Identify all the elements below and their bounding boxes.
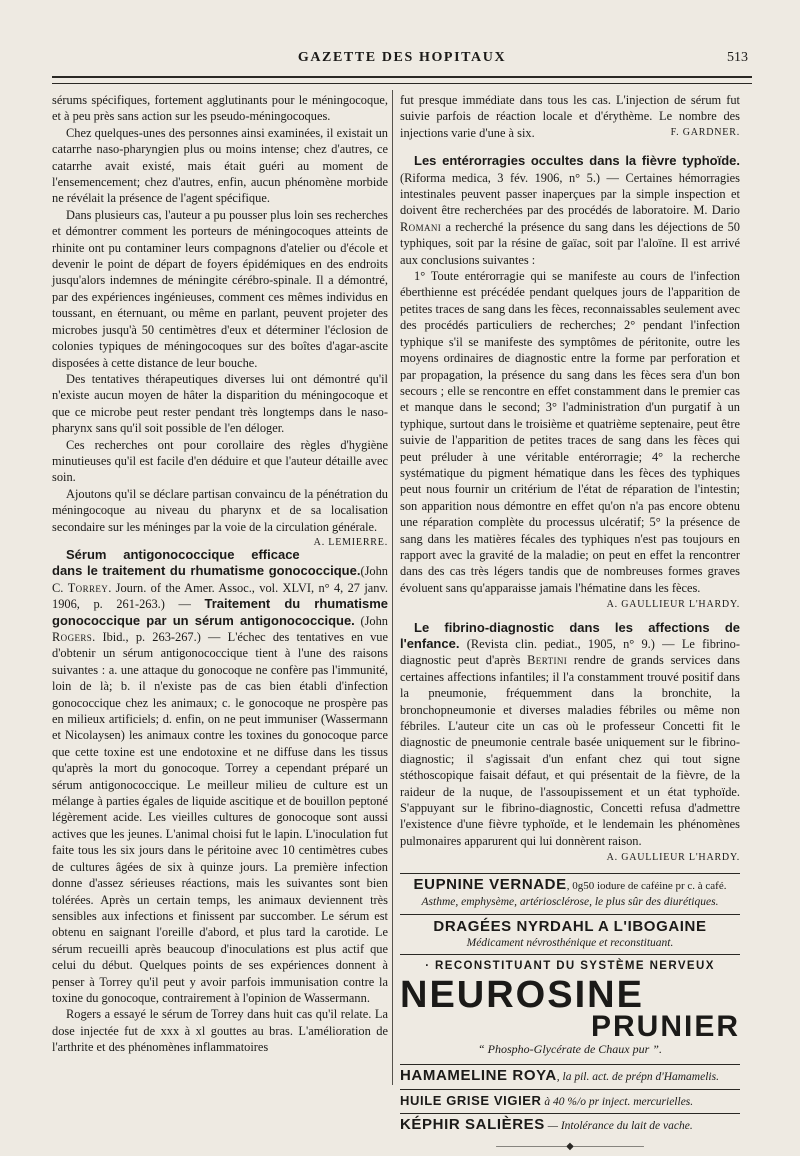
author-name: Bertini (527, 653, 568, 668)
author-name: Romani (400, 219, 442, 234)
ad-brand: HAMAMELINE ROYA (400, 1067, 557, 1085)
article-heading (52, 547, 388, 1006)
ornament-rule: ———————◆——————— (496, 1141, 644, 1153)
author-signature: A. GAULLIEUR L'HARDY. (606, 599, 740, 611)
ad-tagline: Médicament névrosthénique et reconstituant. (466, 936, 674, 949)
paragraph (400, 92, 740, 141)
right-column (400, 92, 740, 1156)
ad-detail: , 0g50 iodure de caféine pr c. à café. (566, 879, 727, 892)
citation: (John C. (52, 564, 388, 595)
paragraph-text: a recherché la présence du sang dans les déjections de 50 typhiques, soit par la résine de gaïac, soit par l'aloïne. Il est arrivé aux conclusions suivantes : (400, 219, 740, 267)
author-signature: F. GARDNER. (670, 126, 740, 138)
ad-hamameline (400, 1065, 740, 1088)
ad-dragees (400, 915, 740, 955)
article-heading (400, 153, 740, 268)
citation: . Ibid., p. 263-267.) — (92, 630, 228, 644)
ad-brand: HUILE GRISE VIGIER (400, 1092, 542, 1108)
paragraph: 1° Toute entérorragie qui se manifeste au cours de l'infection éberthienne est précédée pendant quelques jours de l'apparition de petites traces de sang dans les fèces, reconnaissables seulement avec des procédés particuliers de recherches; 2° pendant l'infection typhique s'il se manifeste des symptômes de péritonite, outre les moyens ordinaires de diagnostic entre la forme par perforation et par propagation, la présence du sang dans les fèces sera d'un bon secours ; elle se rencontre en effet constamment dans le premier cas et manque dans le second; 3° l'administration d'un purgatif à un typhique, surtout dans le troisième et quatrième septenaire, peut être suivie de l'apparition de petites traces de sang dans les fèces qui peut préluder à une véritable entérorragie; 4° la recherche systématique du pigment hématique dans les fèces des typhiques peut nous fournir un critérium de l'état de réparation de l'intestin; son apparition nous démontre en effet qu'on n'a pas encore obtenu une réparation complète du processus ulcératif; 5° la présence de sang dans les matières fécales des typhiques n'est pas toujours en rapport avec la gravité de la maladie; on peut en effet la rencontrer dans des cas très légers tandis que de nombreuses formes graves évoluent sans qu'apparaisse jamais l'hématine dans les fèces. (400, 269, 740, 595)
paragraph-text: rendre de grands services dans certaines affections infantiles; il l'a constamment trouvé positif dans la pneumonie, fréquemment dans la bronchite, la bronchopneumonie et diverses maladies fébriles ou même non fébriles. L'auteur cite un cas où le professeur Concetti fit le diagnostic de pneumonie centrale basée uniquement sur le fibrino-diagnostic; il s'agissait d'un enfant chez qui tout signe stéthoscopique faisait défaut, et qui présentait de la fièvre, de la raideur de la nuque, de l'assoupissement et un état typhoïde. S'appuyant sur le fibrino-diagnostic, Concetti refusa d'admettre l'existence d'une fièvre typhoïde, et le lendemain les phénomènes pulmonaires apparurent qui lui donnèrent raison. (400, 653, 740, 848)
page-number: 513 (727, 50, 748, 65)
ad-heading: · RECONSTITUANT DU SYSTÈME NERVEUX (425, 960, 715, 973)
ad-kephir (400, 1114, 740, 1137)
author-name: Torrey (67, 580, 109, 595)
citation: (Riforma medica, 3 fév. 1906, n° 5.) — (400, 170, 626, 185)
citation: . Journ. of the Amer. Assoc., vol. XLVI, n° 4, 27 janv. 1906, p. 261-263.) — (52, 580, 388, 612)
ad-brand: NEUROSINE (400, 973, 644, 1016)
left-column (52, 92, 388, 1056)
paragraph: Dans plusieurs cas, l'auteur a pu pousser plus loin ses recherches et démontrer comment les porteurs de méningocoques atteints de rhinite ont pu contaminer leurs compagnons d'atelier ou d'école et devenir le point de départ de foyers épidémiques en des endroits jusqu'alors indemnes de méningite cérébro-spinale. Il a démontré, par des expériences ingénieuses, comment ces mêmes individus en toussant, en éternuant, ou même en parlant, peuvent projeter des microbes jusqu'à 50 centimètres d'eux et déterminer l'éclosion de colonies typiques de méningocoques sur des boîtes d'agar-ascite disposées à cette distance de leur bouche. (52, 207, 388, 370)
article-title: Les entérorragies occultes dans la fièvre typhoïde. (414, 153, 740, 169)
article-heading (400, 620, 740, 850)
ad-brand: KÉPHIR SALIÈRES (400, 1115, 545, 1133)
paragraph: sérums spécifiques, fortement agglutinants pour le méningocoque, et à peu près sans action sur les pseudo-méningocoques. (52, 93, 388, 124)
ad-brand: EUPNINE VERNADE (413, 875, 567, 893)
paragraph-text: L'échec des tentatives en vue d'obtenir un sérum antigonococcique tient à l'une des raisons suivantes : a. une attaque du gonocoque ne confère pas l'immunité, loin de là; b. il n'existe pas de cas bien établi d'infection gonococcique chez les animaux; c. le gonocoque ne prospère pas en milieux artificiels; d. enfin, on ne peut immuniser (Wassermann et Nicolaysen) les animaux contre les toxines du gonocoque parce que cette toxine est une endotoxine et ne diffuse dans les tissus qu'après la mort du gonocoque. Torrey a cependant préparé un sérum antigonococcique. Le meilleur milieu de culture est un mélange à parties égales de liquide ascitique et de bouillon peptoné légèrement acide. Les vieilles cultures de gonocoque sont aussi actives que les jeunes. L'animal choisi fut le lapin. L'inoculation fut faite tous les six jours dans le péritoine avec 10 centimètres cubes de cultures âgées de six à quinze jours. La première infection donne d'assez sérieuses réactions, mais les suivantes sont bien tolérées. Après un certain temps, les animaux deviennent très sensibles aux infections et finissent par succomber. Le sérum est obtenu en saignant l'oreille d'abord, et plus tard la carotide. Le sérum recueilli après beaucoup d'inoculations est plus actif que celui du début. Quelques points de ses expériences donnent à penser à Torrey qu'il peut y avoir parfois immunisation contre la toxine du gonocoque, contrairement à l'opinion de Wassermann. (52, 630, 388, 1005)
ad-detail: — Intolérance du lait de vache. (544, 1119, 693, 1132)
ad-huile-grise (400, 1090, 740, 1113)
paragraph-text: Ajoutons qu'il se déclare partisan convaincu de la pénétration du méningocoque au niveau du pharynx et de sa localisation secondaire sur les méninges par la voie de la circulation générale. (52, 486, 388, 534)
author-signature: A. LEMIERRE. (313, 536, 388, 548)
citation: (Revista clin. pediat., 1905, n° 9.) — (459, 637, 682, 651)
paragraph: Chez quelques-unes des personnes ainsi examinées, il existait un catarrhe naso-pharyngien plus ou moins intense; chez d'autres, ce catarrhe avait existé, mais était guéri au moment de l'ensemencement; chez d'autres, enfin, aucun phénomène morbide ne révélait la présence de l'agent spécifique. (52, 125, 388, 206)
ad-brand: DRAGÉES NYRDAHL A L'IBOGAINE (433, 917, 707, 935)
paragraph (52, 486, 388, 548)
ad-brand: PRUNIER (590, 1009, 740, 1043)
paragraph-text: Le fibrino-diagnostic peut d'après (400, 637, 741, 668)
advertisements (400, 873, 740, 1156)
ad-neurosine (400, 955, 740, 1064)
article-title: Sérum antigonococcique efficace dans le traitement du rhumatisme gonococcique. (52, 546, 361, 579)
ad-tagline: “ Phospho-Glycérate de Chaux pur ”. (478, 1041, 662, 1056)
column-divider (392, 90, 393, 1085)
ad-detail: à 40 %/o pr inject. mercurielles. (541, 1095, 694, 1108)
journal-title: GAZETTE DES HOPITAUX (297, 50, 507, 65)
article-title: Le fibrino-diagnostic dans les affections de l'enfance. (400, 619, 740, 651)
ad-eupnine (400, 874, 740, 914)
paragraph: Rogers a essayé le sérum de Torrey dans huit cas qu'il relate. La dose injectée fut de xxx à xl gouttes au bras. L'amélioration de l'arthrite et des phénomènes inflammatoires (52, 1007, 388, 1055)
article-title: Traitement du rhumatisme gonococcique par un sérum antigonococcique. (52, 596, 388, 628)
paragraph-text: fut presque immédiate dans tous les cas. L'injection de sérum fut suivie parfois de réaction locale et d'érythème. Le nombre des injections varie d'une à six. (400, 93, 740, 140)
header-rule (52, 76, 752, 84)
paragraph: Ces recherches ont pour corollaire des règles d'hygiène minutieuses qu'il est facile d'en déduire et que l'auteur détaille avec soin. (52, 437, 388, 485)
author-signature: A. GAULLIEUR L'HARDY. (606, 852, 740, 864)
paragraph-text: Certaines hémorragies intestinales peuvent passer inaperçues par la simple inspection et doivent être recherchées par des procédés de laboratoire. M. Dario (400, 170, 740, 218)
author-name: Rogers (52, 630, 93, 644)
page-header (52, 50, 752, 72)
citation: (John (354, 613, 388, 628)
ad-detail: , la pil. act. de prépn d'Hamamelis. (556, 1071, 719, 1084)
paragraph: Des tentatives thérapeutiques diverses lui ont démontré qu'il n'existe aucun moyen de hâter la disparition du méningocoque et que ce microbe peut rester pendant très longtemps dans le naso-pharynx sans qu'il soit possible de l'en déloger. (52, 371, 388, 436)
ad-tagline: Asthme, emphysème, artériosclérose, le plus sûr des diurétiques. (421, 896, 719, 909)
